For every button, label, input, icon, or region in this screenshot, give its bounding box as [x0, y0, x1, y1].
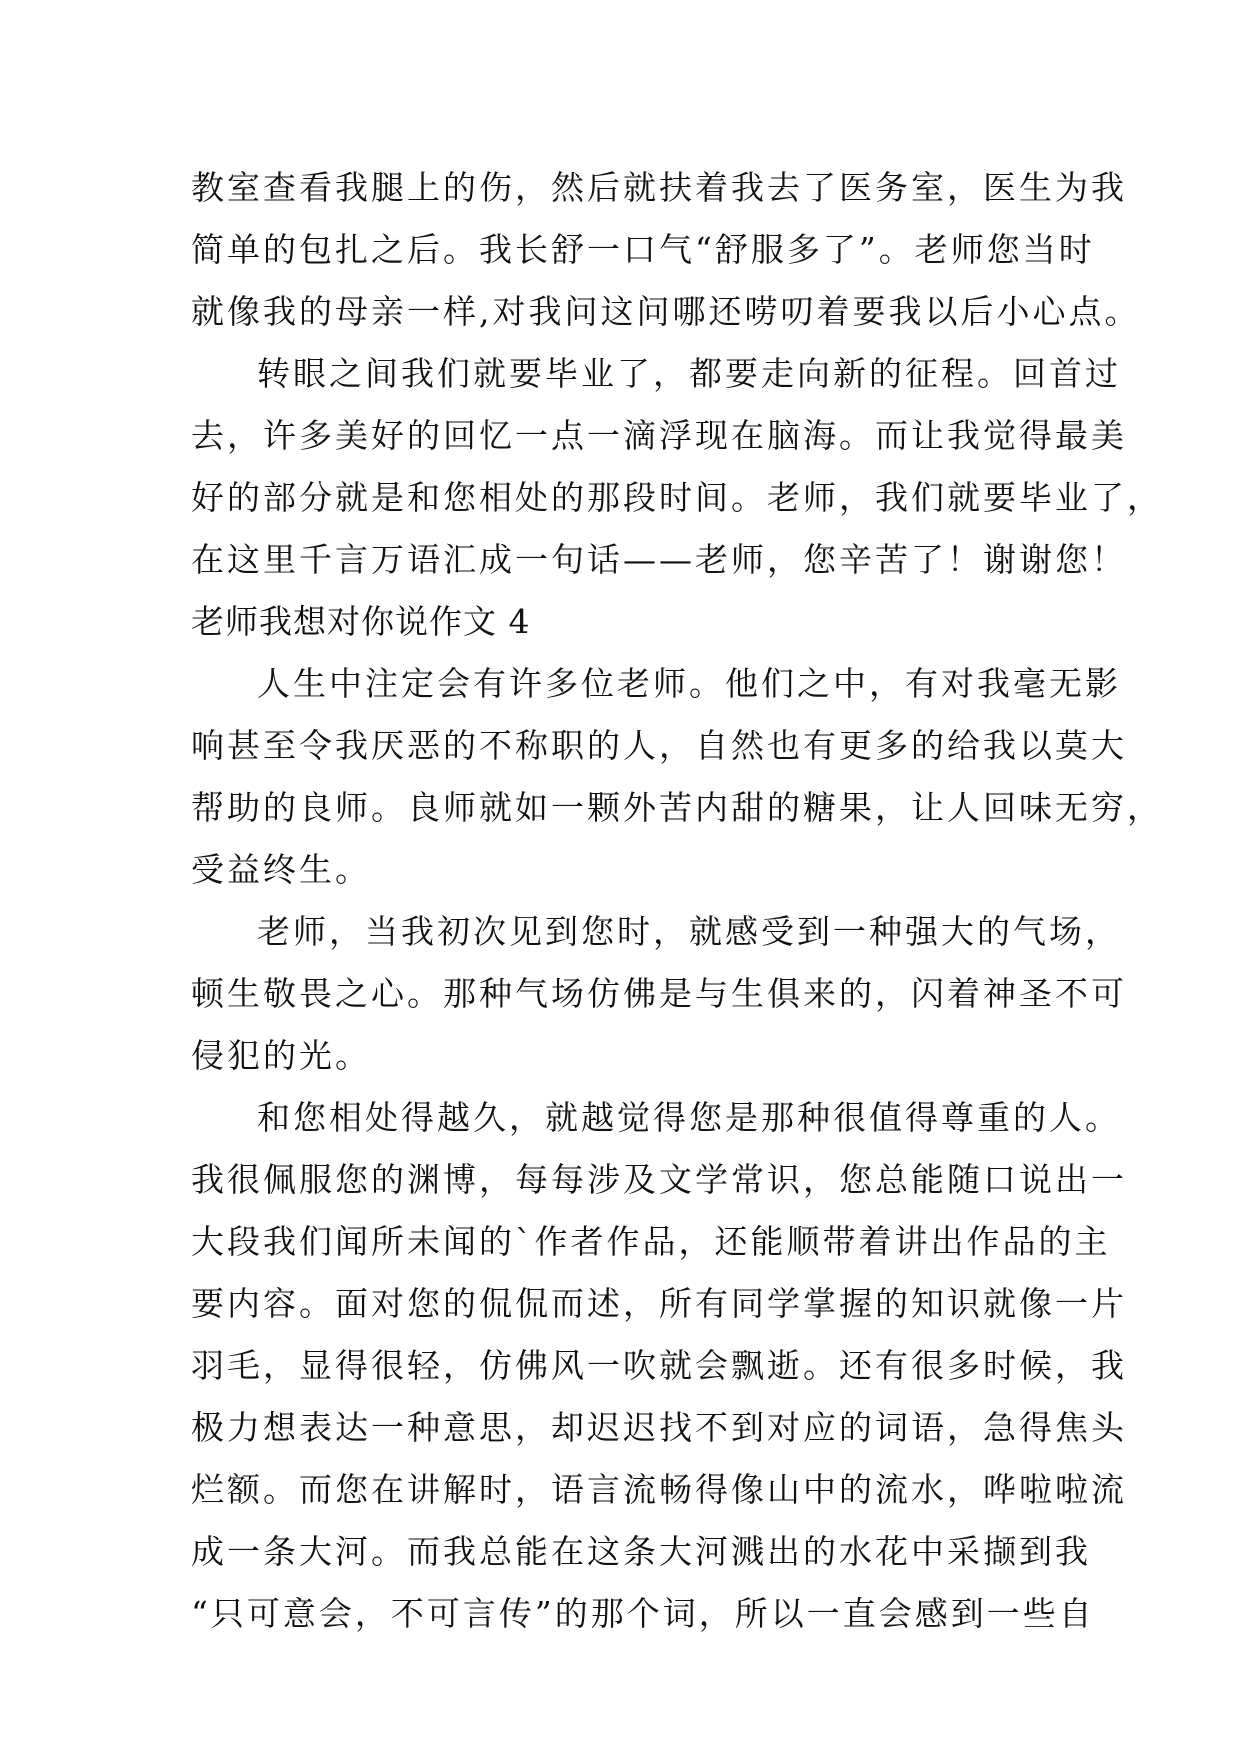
text-line: 教室查看我腿上的伤，然后就扶着我去了医务室，医生为我	[191, 168, 1127, 207]
text-line: 响甚至令我厌恶的不称职的人，自然也有更多的给我以莫大	[191, 726, 1127, 765]
text-line: 就像我的母亲一样,对我问这问哪还唠叨着要我以后小心点。	[191, 292, 1141, 331]
text-line: 烂额。而您在讲解时，语言流畅得像山中的流水，哗啦啦流	[191, 1470, 1127, 1509]
text-line: 我很佩服您的渊博，每每涉及文学常识，您总能随口说出一	[191, 1160, 1127, 1199]
text-line: 受益终生。	[191, 850, 371, 889]
essay-heading: 老师我想对你说作文 4	[191, 602, 531, 641]
text-line: 成一条大河。而我总能在这条大河溅出的水花中采撷到我	[191, 1532, 1091, 1571]
essay-text	[191, 157, 1163, 1645]
paragraph-first-line: 人生中注定会有许多位老师。他们之中，有对我毫无影	[257, 664, 1121, 703]
text-line: 羽毛，显得很轻，仿佛风一吹就会飘逝。还有很多时候，我	[191, 1346, 1127, 1385]
text-line: “只可意会，不可言传”的那个词，所以一直会感到一些自	[191, 1594, 1095, 1633]
text-line: 帮助的良师。良师就如一颗外苦内甜的糖果，让人回味无穷，	[191, 788, 1163, 827]
text-line: 极力想表达一种意思，却迟迟找不到对应的词语，急得焦头	[191, 1408, 1127, 1447]
text-line: 大段我们闻所未闻的`作者作品，还能顺带着讲出作品的主	[191, 1222, 1111, 1261]
text-line: 去，许多美好的回忆一点一滴浮现在脑海。而让我觉得最美	[191, 416, 1127, 455]
paragraph-first-line: 老师，当我初次见到您时，就感受到一种强大的气场，	[257, 912, 1121, 951]
text-line: 简单的包扎之后。我长舒一口气“舒服多了”。老师您当时	[191, 230, 1095, 269]
paragraph-first-line: 转眼之间我们就要毕业了，都要走向新的征程。回首过	[257, 354, 1121, 393]
text-line: 侵犯的光。	[191, 1036, 371, 1075]
text-line: 顿生敬畏之心。那种气场仿佛是与生俱来的，闪着神圣不可	[191, 974, 1127, 1013]
paragraph-first-line: 和您相处得越久，就越觉得您是那种很值得尊重的人。	[257, 1098, 1121, 1137]
text-line: 要内容。面对您的侃侃而述，所有同学掌握的知识就像一片	[191, 1284, 1127, 1323]
text-line: 在这里千言万语汇成一句话——老师，您辛苦了！谢谢您！	[191, 540, 1127, 579]
text-line: 好的部分就是和您相处的那段时间。老师，我们就要毕业了，	[191, 478, 1163, 517]
